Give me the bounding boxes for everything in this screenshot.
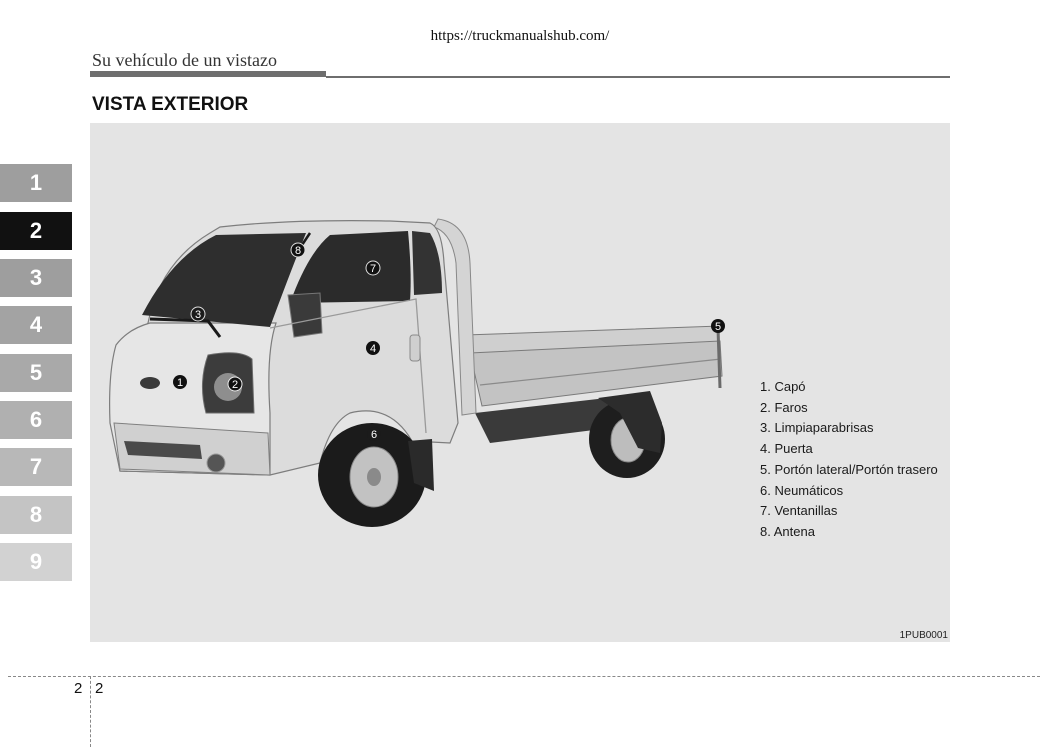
legend-item: 5. Portón lateral/Portón trasero — [760, 461, 938, 477]
callout-1 — [173, 375, 187, 389]
cargo-bed-side — [470, 341, 722, 406]
callout-6 — [367, 427, 381, 441]
parts-legend — [760, 377, 938, 543]
chapter-tab-8[interactable] — [0, 496, 72, 534]
legend-item: 8. Antena — [760, 523, 815, 539]
brand-logo — [140, 377, 160, 389]
callout-3 — [191, 307, 205, 321]
callout-5-label: 5 — [714, 321, 722, 333]
chapter-tab-label: 6 — [29, 407, 43, 432]
legend-item: 1. Capó — [760, 379, 806, 394]
chapter-tab-7[interactable] — [0, 448, 72, 486]
callout-5 — [711, 319, 725, 333]
callout-7 — [366, 261, 380, 275]
legend-item: 7. Ventanillas — [760, 503, 838, 519]
chapter-tab-5[interactable] — [0, 354, 72, 392]
source-url: https://truckmanualshub.com/ — [430, 28, 610, 44]
page-section-number: 2 — [74, 680, 83, 697]
header-bar — [90, 71, 326, 77]
page-number: 2 — [95, 680, 104, 697]
callout-4-label: 4 — [369, 343, 377, 355]
chapter-tab-label: 2 — [29, 218, 43, 243]
chapter-tab-label: 1 — [29, 170, 43, 195]
chapter-tab-9[interactable] — [0, 543, 72, 581]
callout-1-label: 1 — [176, 377, 184, 389]
callout-7-label: 7 — [369, 263, 377, 275]
callout-6-label: 6 — [370, 429, 378, 441]
figure-code: 1PUB0001 — [899, 630, 948, 641]
chapter-tab-label: 3 — [29, 265, 43, 290]
chapter-tab-3[interactable] — [0, 259, 72, 297]
legend-item: 6. Neumáticos — [760, 482, 844, 498]
callout-2-label: 2 — [231, 379, 239, 391]
exterior-figure — [90, 123, 950, 642]
section-title: Su vehículo de un vistazo — [92, 50, 277, 70]
chapter-tab-2[interactable] — [0, 212, 72, 250]
chapter-tab-label: 7 — [29, 454, 43, 479]
callout-8-label: 8 — [294, 245, 302, 257]
footer-divider — [90, 676, 91, 747]
chapter-tab-label: 5 — [29, 360, 43, 385]
chapter-tab-label: 9 — [29, 549, 43, 574]
callout-2 — [228, 377, 242, 391]
chapter-tab-4[interactable] — [0, 306, 72, 344]
chapter-tab-label: 4 — [29, 312, 43, 337]
page-title: VISTA EXTERIOR — [92, 94, 249, 115]
chapter-tab-1[interactable] — [0, 164, 72, 202]
footer-rule — [8, 676, 1040, 677]
side-mirror — [288, 293, 322, 337]
legend-item: 3. Limpiaparabrisas — [760, 420, 874, 436]
callout-4 — [366, 341, 380, 355]
legend-item: 2. Faros — [760, 399, 808, 415]
callout-3-label: 3 — [194, 309, 202, 321]
legend-item: 4. Puerta — [760, 441, 813, 457]
header-rule — [326, 76, 950, 78]
callout-8 — [291, 243, 305, 257]
chapter-tab-label: 8 — [29, 502, 43, 527]
chapter-tab-6[interactable] — [0, 401, 72, 439]
